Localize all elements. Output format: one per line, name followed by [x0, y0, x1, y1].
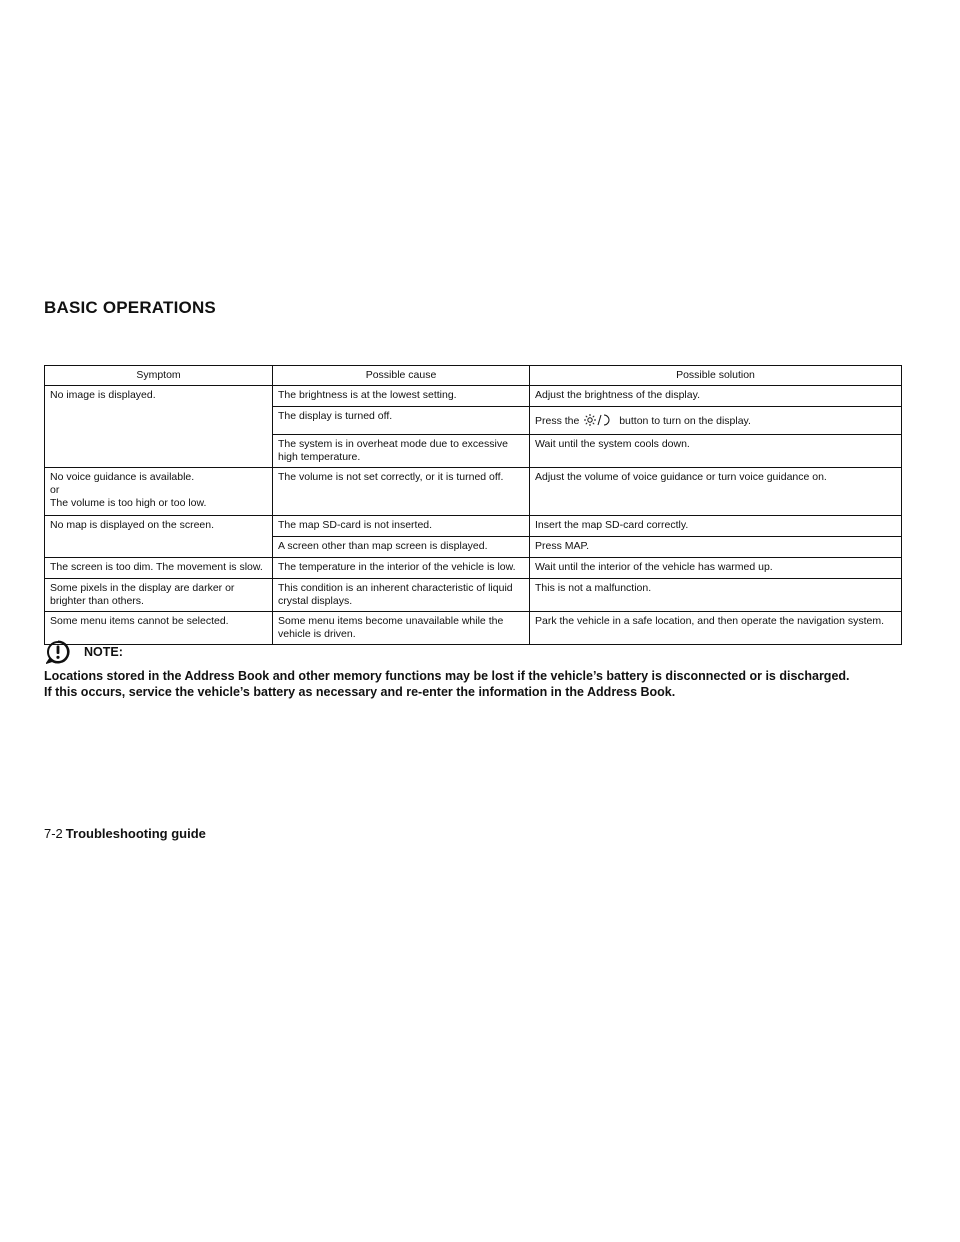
symptom-cell: Some menu items cannot be selected. [45, 612, 273, 645]
solution-cell [530, 407, 902, 435]
cause-cell: The system is in overheat mode due to excessive high temperature. [273, 435, 530, 468]
page-number: 7-2 [44, 826, 63, 841]
table-row [45, 579, 902, 612]
page-footer [44, 826, 206, 841]
table-row [45, 612, 902, 645]
solution-cell: Adjust the volume of voice guidance or turn voice guidance on. [530, 468, 902, 516]
solution-cell: Wait until the interior of the vehicle has warmed up. [530, 558, 902, 579]
header-cause: Possible cause [273, 366, 530, 386]
cause-cell: The brightness is at the lowest setting. [273, 386, 530, 407]
symptom-cell: No voice guidance is available. or The volume is too high or too low. [45, 468, 273, 516]
table-row [45, 386, 902, 407]
troubleshooting-table [44, 365, 902, 645]
solution-cell: This is not a malfunction. [530, 579, 902, 612]
cause-cell: This condition is an inherent characteristic of liquid crystal displays. [273, 579, 530, 612]
solution-cell: Insert the map SD-card correctly. [530, 516, 902, 537]
symptom-cell: Some pixels in the display are darker or brighter than others. [45, 579, 273, 612]
note-label: NOTE: [84, 645, 123, 659]
solution-cell: Press MAP. [530, 537, 902, 558]
solution-cell: Adjust the brightness of the display. [530, 386, 902, 407]
table-row [45, 468, 902, 516]
cause-cell: The temperature in the interior of the vehicle is low. [273, 558, 530, 579]
cause-cell: A screen other than map screen is displayed. [273, 537, 530, 558]
brightness-day-night-icon [584, 413, 610, 431]
solution-cell: Park the vehicle in a safe location, and then operate the navigation system. [530, 612, 902, 645]
cause-cell: The map SD-card is not inserted. [273, 516, 530, 537]
cause-cell: The volume is not set correctly, or it is turned off. [273, 468, 530, 516]
header-symptom: Symptom [45, 366, 273, 386]
header-solution: Possible solution [530, 366, 902, 386]
section-name: Troubleshooting guide [65, 826, 206, 841]
solution-cell: Wait until the system cools down. [530, 435, 902, 468]
solution-prefix: Press the [535, 415, 580, 427]
symptom-cell: No image is displayed. [45, 386, 273, 468]
cause-cell: The display is turned off. [273, 407, 530, 435]
symptom-cell: No map is displayed on the screen. [45, 516, 273, 558]
symptom-cell: The screen is too dim. The movement is slow. [45, 558, 273, 579]
section-title: BASIC OPERATIONS [44, 298, 216, 317]
table-row [45, 558, 902, 579]
solution-suffix: button to turn on the display. [619, 415, 751, 427]
note-text: Locations stored in the Address Book and other memory functions may be lost if the vehicle’s battery is disconnected or is discharged. If this occurs, service the vehicle’s battery as necessary and re-enter the information in the Address Book. [44, 669, 850, 699]
caution-circle-icon [46, 640, 70, 669]
table-header-row [45, 366, 902, 386]
table-row [45, 516, 902, 537]
cause-cell: Some menu items become unavailable while the vehicle is driven. [273, 612, 530, 645]
